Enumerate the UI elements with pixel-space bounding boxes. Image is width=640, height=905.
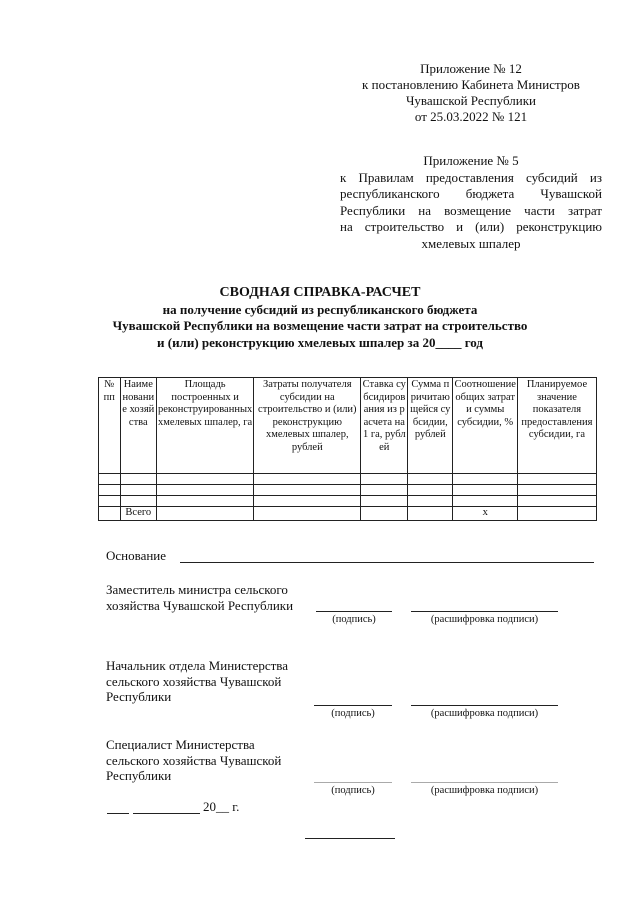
head-title	[106, 658, 288, 705]
appendix-12-republic: Чувашской Республики	[405, 93, 537, 108]
specialist-title-line: Республики	[106, 768, 172, 783]
appendix-5-number: Приложение № 5	[423, 153, 519, 168]
head-title-line: Республики	[106, 689, 172, 704]
date-day-line[interactable]	[107, 813, 129, 814]
deputy-decode-line[interactable]	[411, 611, 558, 612]
specialist-title	[106, 737, 281, 784]
specialist-title-line: сельского хозяйства Чувашской	[106, 752, 282, 768]
deputy-title	[106, 582, 293, 613]
head-signature-line[interactable]	[314, 705, 392, 706]
table-total-row	[99, 507, 597, 521]
decode-caption: (расшифровка подписи)	[430, 785, 539, 796]
table-row	[99, 496, 597, 507]
basis-label: Основание	[106, 548, 167, 563]
signature-caption: (подпись)	[331, 708, 375, 719]
column-header: Соотношение общих затрат и суммы субсидии, %	[453, 378, 517, 474]
appendix-5-line: к Правилам предоставления субсидий из	[340, 169, 602, 185]
appendix-12-date: от 25.03.2022 № 121	[414, 109, 528, 124]
table-row	[99, 474, 597, 485]
head-title-line: сельского хозяйства Чувашской	[106, 673, 282, 689]
total-label: Всего	[120, 507, 156, 521]
title-heading: СВОДНАЯ СПРАВКА-РАСЧЕТ	[219, 285, 421, 300]
basis-line[interactable]	[180, 562, 594, 563]
date-year: 20__ г.	[203, 799, 240, 814]
appendix-12-ref: к постановлению Кабинета Министров	[362, 77, 580, 92]
appendix-5-header	[340, 153, 602, 252]
signature-caption: (подпись)	[332, 614, 376, 625]
column-header: Ставка субсидирования из расчета на 1 га, рублей	[361, 378, 408, 474]
title-subline: и (или) реконструкцию хмелевых шпалер за 20____ год	[157, 334, 483, 350]
table-header-row	[99, 378, 597, 474]
title-subline: Чувашской Республики на возмещение части затрат на строительство	[112, 318, 528, 333]
deputy-signature-line[interactable]	[316, 611, 392, 612]
deputy-title-line: Заместитель министра сельского	[106, 582, 288, 597]
column-header: № пп	[99, 378, 121, 474]
specialist-signature-line[interactable]	[314, 782, 392, 783]
deputy-title-line: хозяйства Чувашской Республики	[106, 597, 294, 613]
decode-caption: (расшифровка подписи)	[430, 708, 539, 719]
signature-caption: (подпись)	[331, 785, 375, 796]
title-subline: на получение субсидий из республиканского бюджета	[162, 301, 478, 317]
column-header: Планируемое значение показателя предоставления субсидии, га	[517, 378, 596, 474]
column-header: Площадь построенных и реконструированных хмелевых шпалер, га	[157, 378, 254, 474]
appendix-12-number: Приложение № 12	[420, 61, 522, 76]
total-x-mark: х	[453, 507, 517, 521]
head-title-line: Начальник отдела Министерства	[106, 658, 289, 673]
table-row	[99, 485, 597, 496]
bottom-line	[305, 838, 395, 839]
decode-caption: (расшифровка подписи)	[430, 614, 539, 625]
appendix-5-line: Республики на возмещение части затрат	[340, 202, 602, 218]
column-header: Сумма причитающейся субсидии, рублей	[408, 378, 453, 474]
appendix-12-header	[340, 61, 602, 125]
column-header: Наименование хозяйства	[120, 378, 156, 474]
column-header: Затраты получателя субсидии на строительство и (или) реконструкцию хмелевых шпалер, рублей	[254, 378, 361, 474]
appendix-5-line: хмелевых шпалер	[421, 235, 521, 251]
head-decode-line[interactable]	[411, 705, 558, 706]
document-title	[60, 285, 580, 351]
appendix-5-line: на строительство и (или) реконструкцию	[340, 219, 602, 234]
appendix-5-line: республиканского бюджета Чувашской	[340, 186, 602, 201]
specialist-title-line: Специалист Министерства	[106, 737, 255, 752]
date-month-line[interactable]	[133, 813, 200, 814]
calculation-table	[98, 377, 597, 521]
specialist-decode-line[interactable]	[411, 782, 558, 783]
